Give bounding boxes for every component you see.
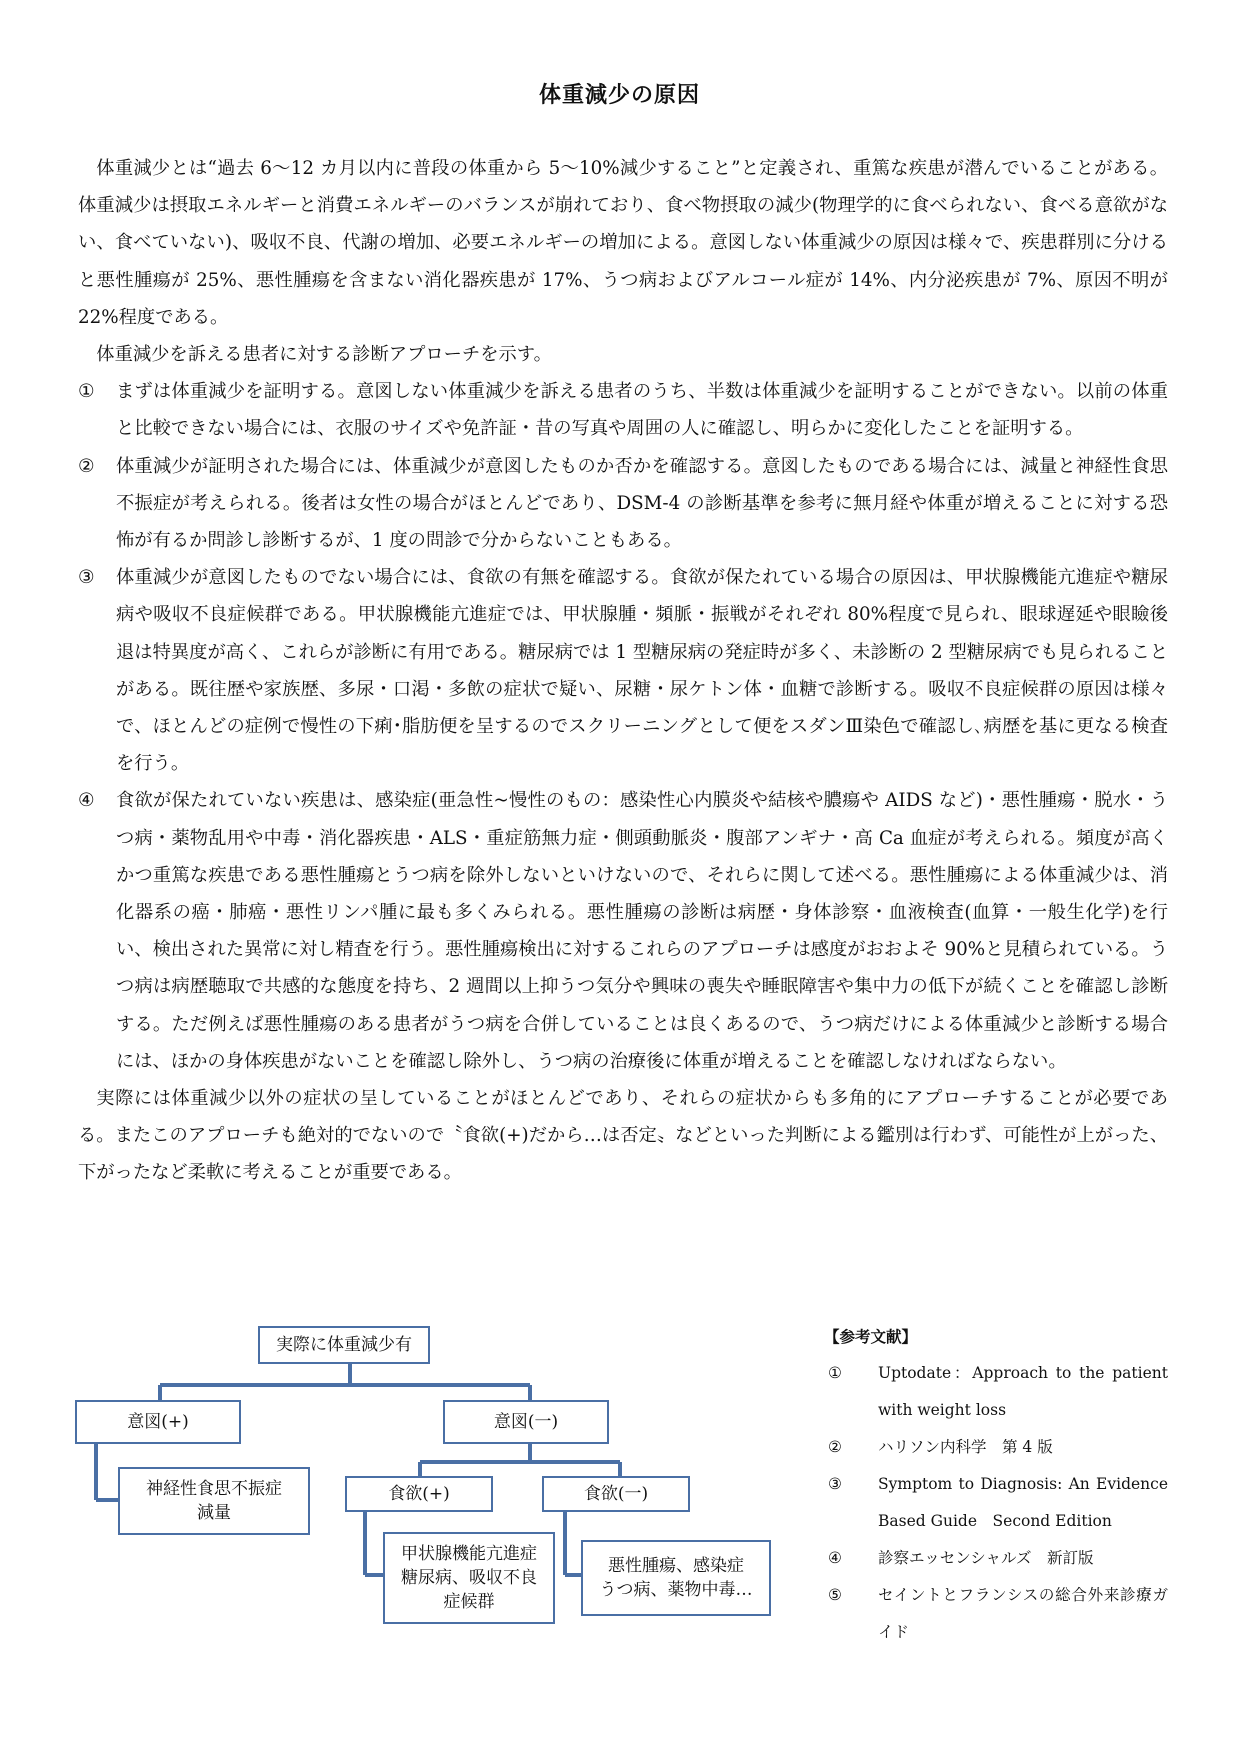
references [824,1318,1168,1651]
item-text: 体重減少が証明された場合には、体重減少が意図したものか否かを確認する。意図したものである場合には、減量と神経性食思不振症が考えられる。後者は女性の場合がほとんどであり、DSM-4 の診断基準を参考に無月経や体重が増えることに対する恐怖が有るか問診し診断するが、1 度の問診で分からないこともある。 [116,455,1168,552]
reference-number: ⑤ [828,1586,842,1604]
reference-item [828,1355,1168,1429]
flowchart-label: うつ病、薬物中毒… [599,1580,753,1600]
reference-text: ハリソン内科学 第 4 版 [878,1438,1053,1456]
flowchart-appetite-negative [542,1476,690,1512]
reference-item [828,1429,1168,1466]
flowchart-appetite-positive [345,1476,493,1512]
reference-item [828,1577,1168,1651]
item-number: ① [78,381,95,403]
flowchart-label: 症候群 [443,1592,495,1612]
item-number: ④ [78,790,95,812]
flowchart-intent-positive [75,1400,241,1444]
flowchart-intent-negative [443,1400,609,1444]
intro-lead: 体重減少を訴える患者に対する診断アプローチを示す。 [96,344,552,366]
reference-text: セイントとフランシスの総合外来診療ガイド [878,1586,1168,1641]
flowchart-label: 糖尿病、吸収不良 [401,1568,537,1588]
flowchart-label: 食欲(+) [388,1484,450,1504]
flowchart-root [258,1326,430,1364]
item-text: 食欲が保たれていない疾患は、感染症(亜急性~慢性のもの：感染性心内膜炎や結核や膿瘍や AIDS など)・悪性腫瘍・脱水・うつ病・薬物乱用や中毒・消化器疾患・ALS・重症筋無力症・側頭動脈炎・腹部アンギナ・高 Ca 血症が考えられる。頻度が高くかつ重篤な疾患である悪性腫瘍とうつ病を除外しないといけないので、それらに関して述べる。悪性腫瘍による体重減少は、消化器系の癌・肺癌・悪性リンパ腫に最も多くみられる。悪性腫瘍の診断は病歴・身体診察・血液検査(血算・一般生化学)を行い、検出された異常に対し精査を行う。悪性腫瘍検出に対するこれらのアプローチは感度がおおよそ 90%と見積られている。うつ病は病歴聴取で共感的な態度を持ち、2 週間以上抑うつ気分や興味の喪失や睡眠障害や集中力の低下が続くことを確認し診断する。ただ例えば悪性腫瘍のある患者がうつ病を合併していることは良くあるので、うつ病だけによる体重減少と診断する場合には、ほかの身体疾患がないことを確認し除外し、うつ病の治療後に体重が増えることを確認しなければならない。 [116,790,1168,1072]
item-text: まずは体重減少を証明する。意図しない体重減少を訴える患者のうち、半数は体重減少を証明することができない。以前の体重と比較できない場合には、衣服のサイズや免許証・昔の写真や周囲の人に確認し、明らかに変化したことを証明する。 [116,381,1168,440]
item-text: 体重減少が意図したものでない場合には、食欲の有無を確認する。食欲が保たれている場合の原因は、甲状腺機能亢進症や糖尿病や吸収不良症候群である。甲状腺機能亢進症では、甲状腺腫・頻脈・振戦がそれぞれ 80%程度で見られ、眼球遅延や眼瞼後退は特異度が高く、これらが診断に有用である。糖尿病では 1 型糖尿病の発症時が多く、未診断の 2 型糖尿病でも見られることがある。既往歴や家族歴、多尿・口渇・多飲の症状で疑い、尿糖・尿ケトン体・血糖で診断する。吸収不良症候群の原因は様々で、ほとんどの症例で慢性の下痢･脂肪便を呈するのでスクリーニングとして便をスダンⅢ染色で確認し､病歴を基に更なる検査を行う。 [116,567,1168,775]
intro-paragraph: 体重減少とは“過去 6〜12 カ月以内に普段の体重から 5〜10%減少すること”と定義され、重篤な疾患が潜んでいることがある。体重減少は摂取エネルギーと消費エネルギーのバランスが崩れており、食べ物摂取の減少(物理学的に食べられない、食べる意欲がない、食べていない)、吸収不良、代謝の増加、必要エネルギーの増加による。意図しない体重減少の原因は様々で、疾患群別に分けると悪性腫瘍が 25%、悪性腫瘍を含まない消化器疾患が 17%、うつ病およびアルコール症が 14%、内分泌疾患が 7%、原因不明が 22%程度である。 [78,158,1168,328]
flowchart-intent-positive-result [118,1467,310,1535]
flowchart-label: 甲状腺機能亢進症 [401,1544,537,1564]
reference-number: ③ [828,1475,842,1493]
flowchart-label: 食欲(一) [583,1484,649,1504]
flowchart-label: 意図(一) [493,1412,559,1432]
page-title: 体重減少の原因 [538,82,700,108]
item-number: ② [78,455,95,477]
reference-text: Symptom to Diagnosis: An Evidence Based Guide Second Edition [878,1475,1168,1530]
reference-number: ④ [828,1549,842,1567]
flowchart-label: 悪性腫瘍、感染症 [608,1556,744,1576]
closing-paragraph: 実際には体重減少以外の症状の呈していることがほとんどであり、それらの症状からも多角的にアプローチすることが必要である。またこのアプローチも絶対的でないので〝食欲(+)だから…は否定〟などといった判断による鑑別は行わず、可能性が上がった、下がったなど柔軟に考えることが重要である。 [78,1088,1168,1184]
item-number: ③ [78,567,95,589]
flowchart-appetite-negative-result [581,1540,771,1616]
reference-number: ② [828,1438,842,1456]
flowchart-label: 実際に体重減少有 [276,1335,412,1355]
reference-number: ① [828,1364,842,1382]
reference-text: Uptodate：Approach to the patient with weight loss [878,1364,1168,1419]
references-heading: 【参考文献】 [824,1327,918,1346]
flowchart-appetite-positive-result [383,1532,555,1624]
flowchart-label: 神経性食思不振症 [146,1479,282,1499]
reference-text: 診察エッセンシャルズ 新訂版 [878,1549,1094,1567]
flowchart-label: 意図(+) [127,1412,189,1432]
reference-item [828,1540,1168,1577]
flowchart-label: 減量 [197,1503,231,1523]
reference-item [828,1466,1168,1540]
